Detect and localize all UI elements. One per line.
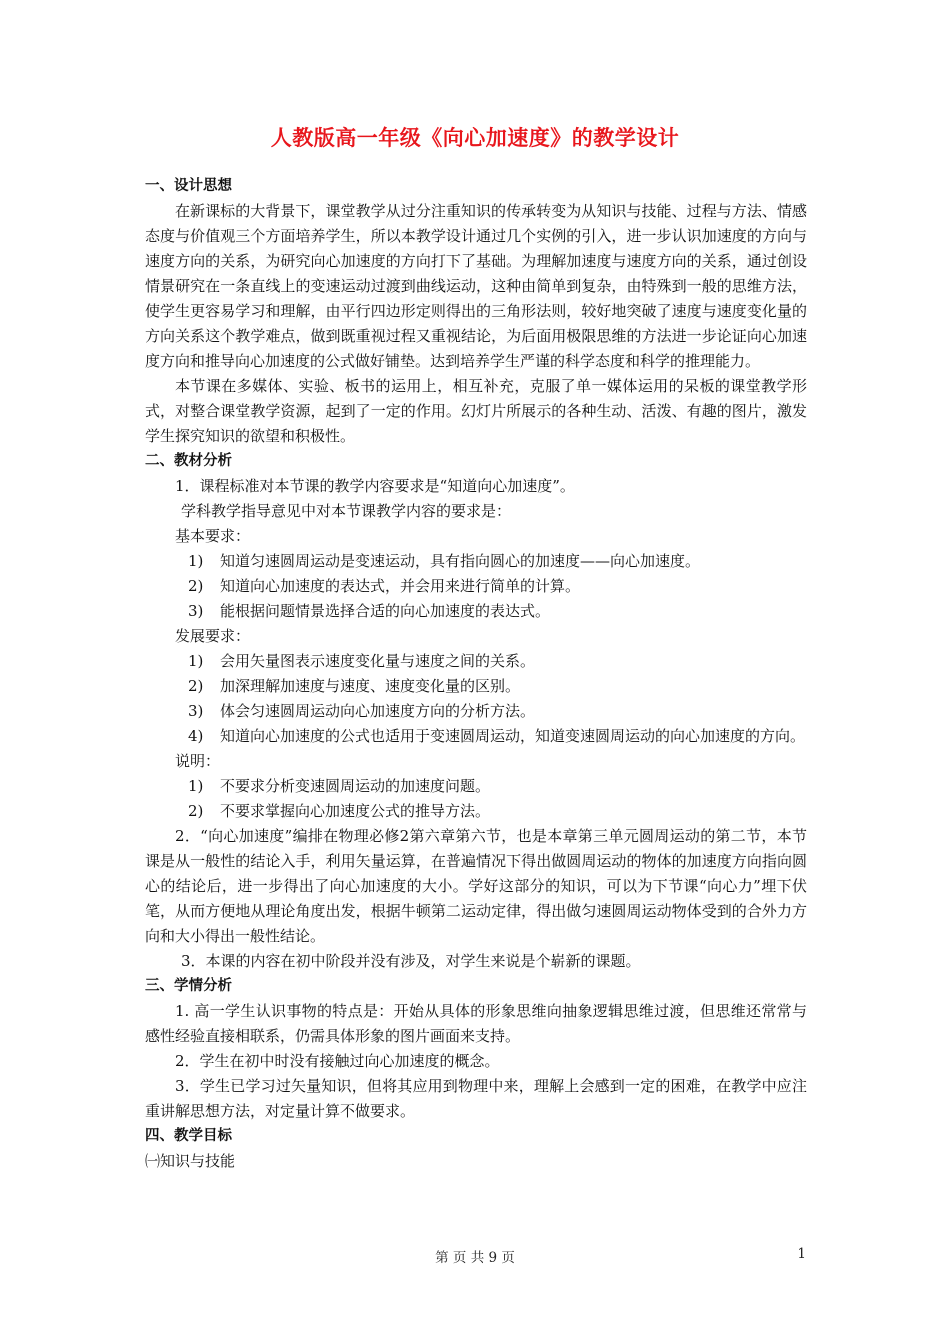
page-number: 1 (797, 1246, 806, 1262)
paragraph: 学科教学指导意见中对本节课教学内容的要求是： (181, 502, 512, 520)
list-text: 体会匀速圆周运动向心加速度方向的分析方法。 (220, 702, 536, 720)
list-label: 基本要求： (175, 527, 251, 545)
list-number: 4) (188, 727, 204, 745)
list-text: 不要求掌握向心加速度公式的推导方法。 (220, 802, 491, 820)
list-number: 3) (188, 602, 204, 620)
list-number: 1) (188, 652, 204, 670)
list-text: 知道向心加速度的表达式，并会用来进行简单的计算。 (220, 577, 581, 595)
paragraph: 3．本课的内容在初中阶段并没有涉及，对学生来说是个崭新的课题。 (181, 952, 641, 970)
list-label: 说明： (175, 752, 221, 770)
list-item (145, 724, 807, 749)
paragraph: 3．学生已学习过矢量知识，但将其应用到物理中来，理解上会感到一定的困难，在教学中应注重讲解思想方法，对定量计算不做要求。 (145, 1077, 807, 1120)
paragraph: 1．课程标准对本节课的教学内容要求是“知道向心加速度”。 (175, 477, 575, 495)
paragraph: 在新课标的大背景下，课堂教学从过分注重知识的传承转变为从知识与技能、过程与方法、情感态度与价值观三个方面培养学生，所以本教学设计通过几个实例的引入，进一步认识加速度的方向与速度方向的关系，为研究向心加速度的方向打下了基础。为理解加速度与速度方向的关系，通过创设情景研究在一条直线上的变速运动过渡到曲线运动，这种由简单到复杂，由特殊到一般的思维方法，使学生更容易学习和理解，由平行四边形定则得出的三角形法则，较好地突破了速度与速度变化量的方向关系这个教学难点，做到既重视过程又重视结论，为后面用极限思维的方法进一步论证向心加速度方向和推导向心加速度的公式做好铺垫。达到培养学生严谨的科学态度和科学的推理能力。 (145, 202, 807, 370)
list-item (145, 699, 807, 724)
list-item (145, 599, 807, 624)
paragraph: 本节课在多媒体、实验、板书的运用上，相互补充，克服了单一媒体运用的呆板的课堂教学形式，对整合课堂教学资源，起到了一定的作用。幻灯片所展示的各种生动、活泼、有趣的图片，激发学生探究知识的欲望和积极性。 (145, 377, 807, 445)
list-number: 1) (188, 777, 204, 795)
document-title: 人教版高一年级《向心加速度》的教学设计 (270, 125, 680, 150)
list-text: 会用矢量图表示速度变化量与速度之间的关系。 (220, 652, 536, 670)
list-text: 不要求分析变速圆周运动的加速度问题。 (220, 777, 491, 795)
paragraph: 2．学生在初中时没有接触过向心加速度的概念。 (175, 1052, 500, 1070)
section-heading-students: 三、学情分析 (145, 978, 232, 994)
section-heading-design: 一、设计思想 (145, 178, 232, 194)
page-count-text: 第 页 共 9 页 (435, 1250, 515, 1266)
section-heading-goals: 四、教学目标 (145, 1128, 232, 1144)
document-body (145, 174, 807, 1174)
list-text: 加深理解加速度与速度、速度变化量的区别。 (220, 677, 521, 695)
subsection-heading: ㈠知识与技能 (145, 1152, 236, 1170)
list-number: 3) (188, 702, 204, 720)
list-number: 2) (188, 802, 204, 820)
list-item (145, 774, 807, 799)
list-number: 2) (188, 677, 204, 695)
list-item (145, 674, 807, 699)
list-text: 知道匀速圆周运动是变速运动，具有指向圆心的加速度——向心加速度。 (220, 552, 701, 570)
list-number: 2) (188, 577, 204, 595)
paragraph: 2．“向心加速度”编排在物理必修2第六章第六节，也是本章第三单元圆周运动的第二节，本节课是从一般性的结论入手，利用矢量运算，在普遍情况下得出做圆周运动的物体的加速度方向指向圆心的结论后，进一步得出了向心加速度的大小。学好这部分的知识，可以为下节课“向心力”埋下伏笔，从而方便地从理论角度出发，根据牛顿第二运动定律，得出做匀速圆周运动物体受到的合外力方向和大小得出一般性结论。 (145, 827, 807, 945)
list-item (145, 549, 807, 574)
list-item (145, 799, 807, 824)
list-text: 能根据问题情景选择合适的向心加速度的表达式。 (220, 602, 551, 620)
list-item (145, 574, 807, 599)
list-number: 1) (188, 552, 204, 570)
paragraph: 1. 高一学生认识事物的特点是：开始从具体的形象思维向抽象逻辑思维过渡，但思维还常常与感性经验直接相联系，仍需具体形象的图片画面来支持。 (145, 1002, 807, 1045)
list-label: 发展要求： (175, 627, 251, 645)
section-heading-textbook: 二、教材分析 (145, 453, 232, 469)
list-item (145, 649, 807, 674)
list-text: 知道向心加速度的公式也适用于变速圆周运动，知道变速圆周运动的向心加速度的方向。 (220, 727, 806, 745)
